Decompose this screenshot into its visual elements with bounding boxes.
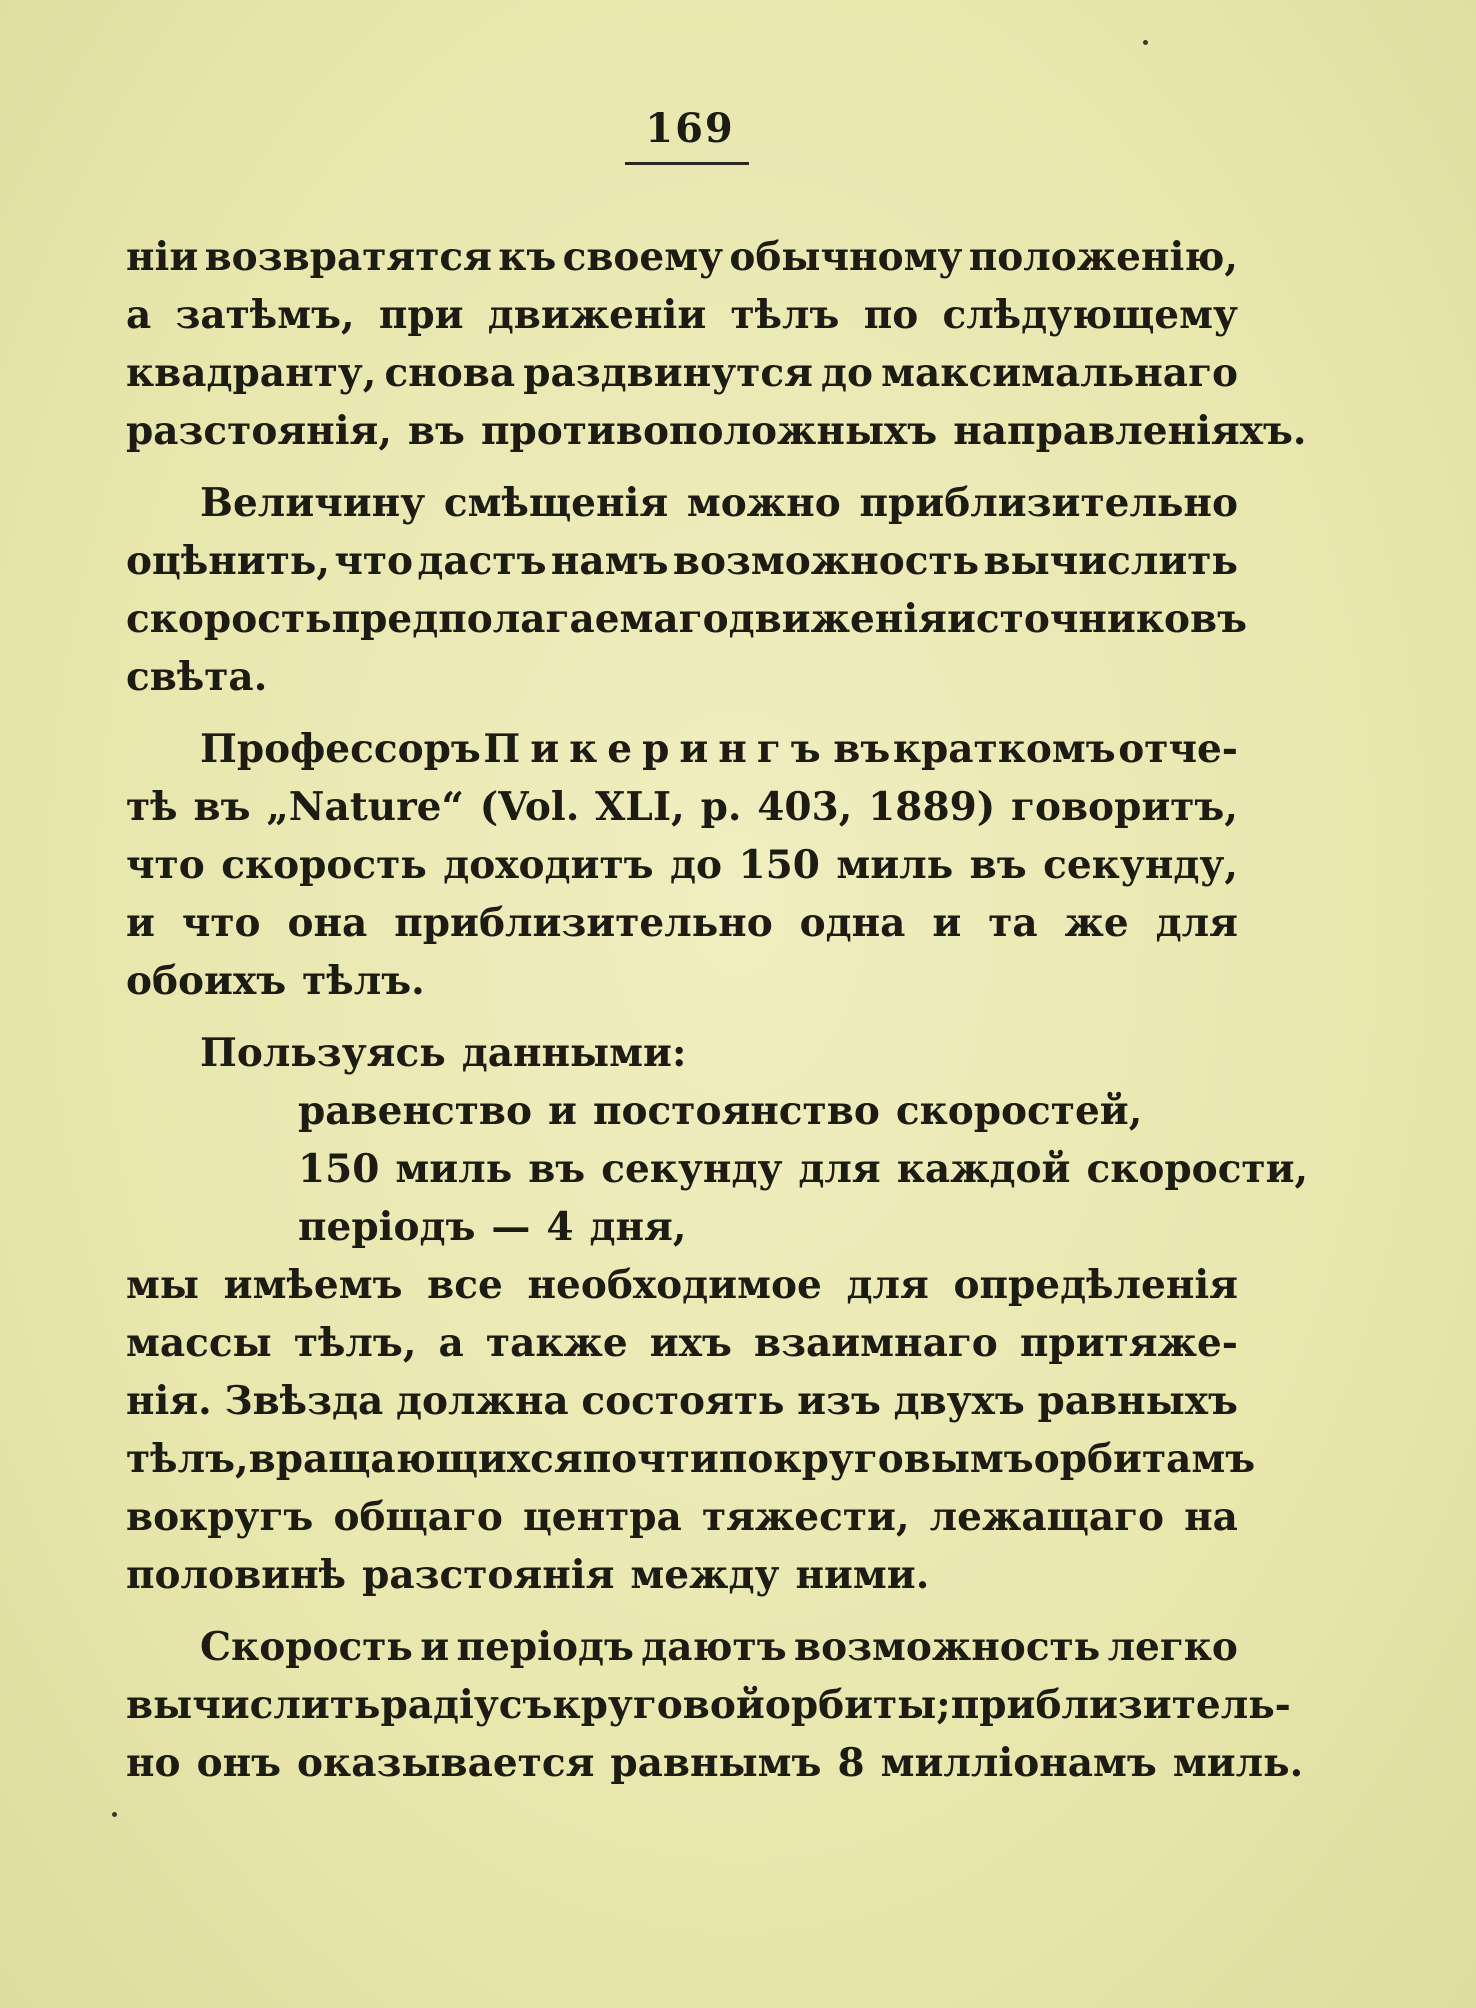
word: въ <box>833 726 891 772</box>
word: ними. <box>795 1552 930 1598</box>
word: онъ <box>196 1740 282 1786</box>
text-line <box>126 286 1238 344</box>
word: радiусъ <box>380 1682 553 1728</box>
word: Звѣзда <box>224 1378 384 1424</box>
word: также <box>485 1320 628 1366</box>
text-line <box>126 1082 1238 1140</box>
word: данными: <box>461 1030 687 1076</box>
word: каждой <box>896 1146 1071 1192</box>
word: миль. <box>1172 1740 1304 1786</box>
word: Профессоръ <box>200 726 481 772</box>
word: снова <box>384 350 516 396</box>
word: для <box>1155 900 1238 946</box>
text-line <box>126 1314 1238 1372</box>
word: въ <box>969 842 1027 888</box>
word: и <box>420 1624 450 1670</box>
text-line <box>126 720 1238 778</box>
word: 1889) <box>868 784 996 830</box>
text-line <box>126 1256 1238 1314</box>
word: оказывается <box>297 1740 595 1786</box>
word: въ <box>193 784 251 830</box>
paragraph <box>126 1082 1309 1256</box>
word: 4 <box>546 1204 574 1250</box>
word: можно <box>686 480 841 526</box>
word: тѣлъ <box>730 292 840 338</box>
word: вращающихся <box>248 1436 583 1482</box>
word: приблизитель- <box>950 1682 1291 1728</box>
word: а <box>126 292 152 338</box>
word: дастъ <box>417 538 547 584</box>
word: XLI, <box>595 784 685 830</box>
word: притяже- <box>1019 1320 1238 1366</box>
paragraph-gap <box>126 460 1238 474</box>
page-number-rule <box>625 162 749 165</box>
word: нiя. <box>126 1378 212 1424</box>
word: „Nature“ <box>266 784 464 830</box>
word: состоять <box>581 1378 785 1424</box>
paragraph <box>126 720 1238 1010</box>
word: равнымъ <box>610 1740 822 1786</box>
word: двухъ <box>893 1378 1025 1424</box>
word: вычислить <box>983 538 1238 584</box>
text-line <box>126 1430 1256 1488</box>
text-line <box>126 590 1248 648</box>
word: центра <box>522 1494 682 1540</box>
word: круговой <box>552 1682 765 1728</box>
word: для <box>798 1146 881 1192</box>
text-line <box>126 228 1238 286</box>
text-line <box>126 1488 1238 1546</box>
word: что <box>126 842 205 888</box>
word: до <box>670 842 723 888</box>
word: круговымъ <box>773 1436 1034 1482</box>
word: общаго <box>333 1494 503 1540</box>
word: скорость <box>126 596 332 642</box>
text-line <box>126 894 1238 952</box>
word: отче- <box>1118 726 1238 772</box>
paper-speck <box>112 1812 117 1817</box>
word: Пользуясь <box>200 1030 446 1076</box>
word: Пикерингъ <box>483 726 831 772</box>
text-line <box>126 1618 1238 1676</box>
word: 150 <box>738 842 820 888</box>
word: возможность <box>672 538 980 584</box>
word: по <box>863 292 919 338</box>
word: скорость <box>221 842 427 888</box>
paragraph <box>126 228 1307 460</box>
word: свѣта. <box>126 654 268 700</box>
word: 8 <box>837 1740 865 1786</box>
word: источниковъ <box>946 596 1248 642</box>
word: равенство <box>298 1088 533 1134</box>
word: дня, <box>589 1204 687 1250</box>
word: тяжести, <box>701 1494 910 1540</box>
word: 150 <box>298 1146 380 1192</box>
word: при <box>378 292 464 338</box>
word: секунду <box>601 1146 783 1192</box>
word: движенiи <box>487 292 707 338</box>
word: говоритъ, <box>1011 784 1238 830</box>
text-line <box>126 778 1238 836</box>
word: скорости, <box>1086 1146 1309 1192</box>
word: тѣлъ, <box>126 1436 249 1482</box>
word: необходимое <box>527 1262 822 1308</box>
text-line <box>126 1024 1238 1082</box>
paragraph-gap <box>126 1604 1238 1618</box>
paragraph-gap <box>126 706 1238 720</box>
word: до <box>821 350 874 396</box>
word: что <box>334 538 414 584</box>
word: обоихъ <box>126 958 287 1004</box>
text-line <box>126 1140 1309 1198</box>
word: но <box>126 1740 181 1786</box>
word: предполагаемаго <box>331 596 729 642</box>
word: нiи <box>126 234 199 280</box>
word: противоположныхъ <box>480 408 938 454</box>
text-line <box>126 344 1238 402</box>
word: квадранту, <box>126 350 377 396</box>
word: въ <box>407 408 465 454</box>
word: приблизительно <box>859 480 1238 526</box>
word: тѣ <box>126 784 178 830</box>
word: и <box>548 1088 577 1134</box>
word: миллiонамъ <box>880 1740 1157 1786</box>
word: намъ <box>550 538 669 584</box>
word: орбитамъ <box>1033 1436 1256 1482</box>
word: смѣщенiя <box>443 480 669 526</box>
word: возвратятся <box>204 234 492 280</box>
word: p. <box>700 784 742 830</box>
word: опредѣленiя <box>953 1262 1238 1308</box>
word: орбиты; <box>764 1682 951 1728</box>
word: перiодъ <box>298 1204 476 1250</box>
text-line <box>126 836 1238 894</box>
word: доходитъ <box>443 842 654 888</box>
text-line <box>126 402 1307 460</box>
word: своему <box>562 234 724 280</box>
text-line <box>126 532 1238 590</box>
text-line <box>126 648 1238 706</box>
word: половинѣ <box>126 1552 347 1598</box>
paragraph <box>126 1024 1238 1082</box>
word: даютъ <box>641 1624 787 1670</box>
word: миль <box>395 1146 513 1192</box>
word: секунду, <box>1043 842 1238 888</box>
word: между <box>630 1552 780 1598</box>
word: оцѣнить, <box>126 538 330 584</box>
word: тѣлъ. <box>302 958 425 1004</box>
word: разстоянiя, <box>126 408 392 454</box>
word: обычному <box>729 234 963 280</box>
paper-speck <box>1143 40 1148 45</box>
word: въ <box>528 1146 586 1192</box>
word: направленiяхъ. <box>953 408 1307 454</box>
word: затѣмъ, <box>175 292 355 338</box>
word: вычислить <box>126 1682 381 1728</box>
word: легко <box>1107 1624 1238 1670</box>
text-line <box>126 952 1238 1010</box>
word: Величину <box>200 480 426 526</box>
word: краткомъ <box>892 726 1116 772</box>
text-line <box>126 1198 1238 1256</box>
word: и <box>126 900 155 946</box>
text-line <box>126 1734 1304 1792</box>
body-text <box>126 228 1309 1792</box>
word: 403, <box>757 784 853 830</box>
word: изъ <box>797 1378 881 1424</box>
word: же <box>1064 900 1129 946</box>
word: равныхъ <box>1037 1378 1238 1424</box>
word: почти <box>582 1436 719 1482</box>
word: взаимнаго <box>754 1320 998 1366</box>
paragraph <box>126 474 1248 706</box>
paragraph <box>126 1618 1304 1792</box>
word: та <box>988 900 1038 946</box>
word: тѣлъ, <box>293 1320 417 1366</box>
paragraph-gap <box>126 1010 1238 1024</box>
word: мы <box>126 1262 199 1308</box>
text-line <box>126 474 1238 532</box>
word: вокругъ <box>126 1494 314 1540</box>
word: разстоянiя <box>362 1552 615 1598</box>
word: на <box>1184 1494 1238 1540</box>
word: постоянство <box>592 1088 880 1134</box>
word: (Vol. <box>479 784 580 830</box>
word: — <box>491 1204 531 1250</box>
word: одна <box>799 900 906 946</box>
word: миль <box>836 842 954 888</box>
word: все <box>427 1262 503 1308</box>
word: что <box>181 900 261 946</box>
text-line <box>126 1546 1238 1604</box>
word: возможность <box>793 1624 1101 1670</box>
word: скоростей, <box>895 1088 1143 1134</box>
word: по <box>718 1436 774 1482</box>
word: движенiя <box>728 596 947 642</box>
text-line <box>126 1372 1238 1430</box>
word: Скорость <box>200 1624 413 1670</box>
word: положенiю, <box>968 234 1238 280</box>
word: лежащаго <box>929 1494 1164 1540</box>
word: а <box>438 1320 464 1366</box>
word: перiодъ <box>456 1624 634 1670</box>
page-number: 169 <box>645 105 735 152</box>
word: для <box>846 1262 929 1308</box>
word: приблизительно <box>394 900 773 946</box>
word: максимальнаго <box>881 350 1238 396</box>
word: слѣдующему <box>942 292 1238 338</box>
word: массы <box>126 1320 272 1366</box>
word: ихъ <box>649 1320 732 1366</box>
word: и <box>932 900 962 946</box>
paragraph <box>126 1256 1256 1604</box>
word: раздвинутся <box>523 350 813 396</box>
word: должна <box>395 1378 569 1424</box>
word: имѣемъ <box>223 1262 403 1308</box>
word: она <box>287 900 368 946</box>
word: къ <box>498 234 557 280</box>
text-line <box>126 1676 1291 1734</box>
